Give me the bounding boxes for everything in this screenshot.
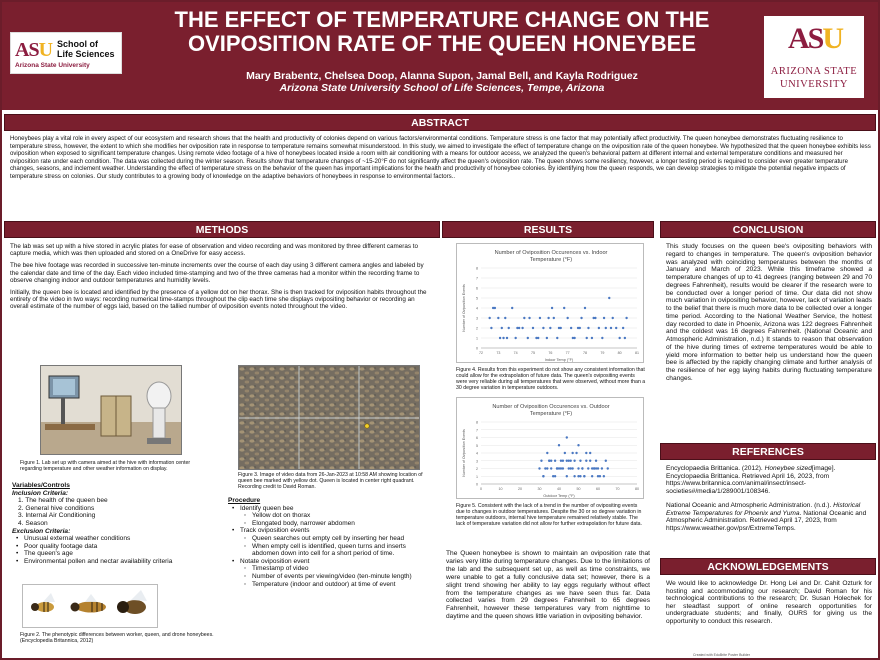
- x-tick-label: 75: [531, 351, 535, 355]
- data-point: [618, 337, 620, 339]
- data-point: [499, 337, 501, 339]
- asu-wordmark: ASU: [15, 39, 53, 61]
- x-tick-label: 60: [596, 487, 600, 491]
- indoor-scatter-plot: [457, 244, 645, 364]
- inclusion-item-1: 1. The health of the queen bee: [18, 497, 108, 505]
- data-point: [586, 337, 588, 339]
- data-point: [580, 317, 582, 319]
- exclusion-item-2: • Poor quality footage data: [12, 543, 227, 551]
- exclusion-heading: Exclusion Criteria:: [12, 527, 71, 535]
- inclusion-item-4: 4. Season: [18, 519, 48, 527]
- data-point: [566, 475, 568, 477]
- data-point: [608, 297, 610, 299]
- data-point: [589, 452, 591, 454]
- x-tick-label: 72: [479, 351, 483, 355]
- title-line-1: THE EFFECT OF TEMPERATURE CHANGE ON THE: [174, 7, 710, 32]
- data-point: [612, 317, 614, 319]
- y-tick-label: 1: [476, 474, 478, 479]
- references-heading: REFERENCES: [660, 443, 876, 460]
- data-point: [508, 327, 510, 329]
- y-tick-label: 4: [476, 451, 478, 456]
- data-point: [551, 307, 553, 309]
- exclusion-item-4: • Environmental pollen and nectar availability criteria: [12, 558, 227, 566]
- data-point: [575, 452, 577, 454]
- asu-wordmark-large: ASU: [788, 22, 843, 55]
- conclusion-heading: CONCLUSION: [660, 221, 876, 238]
- data-point: [549, 327, 551, 329]
- y-tick-label: 8: [476, 266, 478, 271]
- procedure-substep: ◦ Number of events per viewing/video (ten-minute length): [228, 573, 433, 581]
- x-tick-label: 20: [518, 487, 522, 491]
- figure-1-caption: Figure 1. Lab set up with camera aimed at the hive with information center regarding temperature and other weather information on display.: [20, 460, 191, 472]
- y-tick-label: 3: [476, 459, 478, 464]
- honeycomb-illustration: [239, 366, 420, 470]
- data-point: [615, 327, 617, 329]
- inclusion-item-2: 2. General hive conditions: [18, 504, 95, 512]
- y-tick-label: 0: [476, 482, 478, 487]
- figure-3-caption: Figure 3. Image of video data from 26-Jan-2023 at 10:58 AM showing location of queen bee marked with yellow dot. Queen is located in center right quadrant. Recording credit to David Roman.: [238, 472, 423, 490]
- data-point: [587, 327, 589, 329]
- data-point: [585, 452, 587, 454]
- data-point: [547, 317, 549, 319]
- y-tick-label: 7: [476, 428, 478, 433]
- x-tick-label: 78: [583, 351, 587, 355]
- methods-heading: METHODS: [4, 221, 440, 238]
- data-point: [568, 460, 570, 462]
- data-point: [579, 475, 581, 477]
- data-point: [558, 327, 560, 329]
- data-point: [546, 452, 548, 454]
- honeybee-phenotypes-image: [22, 584, 158, 628]
- data-point: [591, 475, 593, 477]
- data-point: [539, 317, 541, 319]
- school-of-life-sciences-logo: [10, 32, 122, 74]
- procedure-heading: Procedure: [228, 497, 261, 504]
- data-point: [598, 327, 600, 329]
- methods-paragraph-2: The bee hive footage was recorded in successive ten-minute increments over the course of each day using 3 different camera angles and labeled by the calendar date and time of the day. Each video included time-stamping and two of the three cameras had a monitor within the recording frame to observe changing indoor and outdoor temperatures and humidity levels.: [10, 262, 424, 284]
- y-tick-label: 4: [476, 306, 478, 311]
- procedure-step-2: • Track oviposition events: [228, 527, 433, 535]
- variables-heading: Variables/Controls: [12, 482, 70, 489]
- data-point: [548, 460, 550, 462]
- title-line-2: OVIPOSITION RATE OF THE QUEEN HONEYBEE: [187, 31, 697, 56]
- data-point: [532, 327, 534, 329]
- figure-4-caption: Figure 4. Results from this experiment do not show any consistent information that could allow for the extrapolation of future data. The queen's ovipositing events were very reliable during all temperatures that were observed, without more than a 30 degree variation in temperature outdoors.: [456, 367, 646, 391]
- x-tick-label: 80: [635, 487, 639, 491]
- exclusion-item-1: • Unusual external weather conditions: [12, 535, 227, 543]
- x-tick-label: 73: [496, 351, 501, 355]
- y-tick-label: 5: [476, 443, 478, 448]
- data-point: [570, 327, 572, 329]
- procedure-step-1: • Identify queen bee: [228, 505, 433, 513]
- x-tick-label: 81: [635, 351, 639, 355]
- y-tick-label: 3: [476, 316, 478, 321]
- data-point: [584, 307, 586, 309]
- conclusion-text: This study focuses on the queen bee's ovipositing behaviors with regard to changes in temperature. The queen's oviposition behavior was analyzed with coinciding temperatures between the months of January and March of 2023. While this timeframe showed a temperature changes of up to 41 degrees (ranging between 29 and 70 degrees Fahrenheit), results would be clearer if the research were to be conducted over a longer period of time. Our data did not show much variation in ovipositing behavior, however, lack of variation leads to the belief that there is much more data to be collected over a longer time period. According to the National Weather Service, the hottest day recorded to date in Phoenix, Arizona was 122 degrees Fahrenheit and the coldest was 16 degrees Fahrenheit. (National Oceanic and Atmospheric Administration, n.d.) It stands to reason that observation of the hive during times of extreme temperatures would be able to yield more information to better help us understand how the queen bee is affected by the rapidly changing climate and further analysis of the resilience of her egg laying habits during fluctuating temperature changes.: [666, 243, 872, 382]
- procedure-substep: ◦ Elongated body, narrower abdomen: [228, 520, 433, 528]
- y-tick-label: 6: [476, 286, 478, 291]
- references-list: [666, 465, 872, 538]
- data-point: [537, 337, 539, 339]
- data-point: [622, 327, 624, 329]
- chart-title: Temperature (°F): [529, 411, 573, 417]
- y-tick-label: 2: [476, 467, 478, 471]
- methods-paragraph-1: The lab was set up with a hive stored in acrylic plates for ease of observation and video recording and was monitored by three different cameras to capture media, which was then uploaded and stored on a OneDrive for easy access.: [10, 243, 419, 258]
- data-point: [624, 337, 626, 339]
- reference-1-title: Honeybee sized: [764, 465, 812, 472]
- data-point: [583, 475, 585, 477]
- data-point: [601, 467, 603, 469]
- data-point: [592, 317, 594, 319]
- x-tick-label: 77: [565, 351, 570, 355]
- abstract-text: Honeybees play a vital role in every aspect of our ecosystem and research shows that the health and productivity of colonies depend on various factors/environmental conditions. Temperature stress is one factor that may potentially affect productivity. The queen honeybee demonstrates fluctuating resilience to temperature stress, however, the extent to which she modifies her oviposition rate in response to temperature remains somewhat misunderstood. In this study, we aimed to investigate the effect of temperature change on the oviposition rate of the queen honeybee. We hypothesized that the queen honeybee exhibits less oviposition when exposed to significant temperature changes. Using remote video footage of a hive of honeybees located inside a room with air conditioning with a means for outdoor access, we analyzed the queen's behavioral pattern at different internal and external temperature conditions and measured her oviposition rate under each condition. The data was collected during the winter season. Results show that temperature changes of ~15-20°F do not significantly affect the queen's oviposition rate. The queen shows some resiliency, however, a longer testing period is required to consider even greater temperature changes, seasons, and inclement weather. Understanding the effect of temperature stress on the behavior of the queen has important implications for the health and productivity of honeybee colonies. By identifying how the queen responds, we can develop strategies to mitigate the potential negative impacts of temperature stress on colonies. Our study contributes to a growing body of knowledge on the adaptive behaviors of honeybees in response to environmental factors..: [10, 135, 871, 180]
- data-point: [601, 337, 603, 339]
- data-point: [546, 337, 548, 339]
- procedure-section: [228, 497, 433, 588]
- x-tick-label: 80: [617, 351, 622, 355]
- data-point: [585, 460, 587, 462]
- reference-1-authors: Encyclopaedia Brittanica. (2012).: [666, 465, 765, 472]
- bee-castes-illustration: [23, 585, 158, 628]
- x-axis-label: Indoor Temp (°F): [544, 358, 574, 362]
- data-point: [571, 452, 573, 454]
- school-line2: Life Sciences: [57, 49, 115, 59]
- inclusion-item-3: 3. Internal Air Conditioning: [18, 512, 96, 520]
- lab-setup-photo: [40, 365, 182, 455]
- data-point: [554, 460, 556, 462]
- chart-title: Number of Oviposition Occurences vs. Indoor: [494, 250, 608, 256]
- data-point: [591, 337, 593, 339]
- data-point: [558, 444, 560, 446]
- data-point: [566, 317, 568, 319]
- data-point: [587, 467, 589, 469]
- data-point: [553, 317, 555, 319]
- data-point: [562, 460, 564, 462]
- data-point: [564, 452, 566, 454]
- y-axis-label: Number of Oviposition Events: [462, 429, 466, 477]
- outdoor-temp-chart: [456, 397, 644, 499]
- logo-right-line2: UNIVERSITY: [780, 79, 848, 90]
- data-point: [563, 307, 565, 309]
- poster-title: [132, 8, 752, 56]
- y-tick-label: 6: [476, 436, 478, 440]
- data-point: [573, 475, 575, 477]
- poster-header: [2, 2, 878, 110]
- y-tick-label: 0: [476, 346, 478, 351]
- procedure-substep: ◦ Temperature (indoor and outdoor) at time of event: [228, 581, 433, 589]
- data-point: [538, 467, 540, 469]
- data-point: [573, 460, 575, 462]
- data-point: [521, 327, 523, 329]
- logo-university: Arizona State University: [15, 62, 90, 69]
- authors: Mary Brabentz, Chelsea Doop, Alanna Supon, Jamal Bell, and Kayla Rodriguez: [246, 70, 638, 82]
- data-point: [497, 317, 499, 319]
- procedure-substep: ◦ Timestamp of video: [228, 565, 433, 573]
- data-point: [597, 475, 599, 477]
- procedure-substep: ◦ Queen searches out empty cell by inserting her head: [228, 535, 433, 543]
- data-point: [581, 467, 583, 469]
- data-point: [577, 467, 579, 469]
- reference-2: [666, 502, 872, 533]
- figure-2-caption: Figure 2. The phenotypic differences between worker, queen, and drone honeybees. (Encyclopedia Britannica, 2012): [20, 632, 214, 644]
- x-tick-label: 40: [557, 487, 561, 491]
- x-axis-label: Outdoor Temp (°F): [543, 494, 575, 498]
- results-heading: RESULTS: [442, 221, 654, 238]
- procedure-substep: ◦ When empty cell is identified, queen turns and inserts abdomen down into cell for a short period of time.: [228, 543, 433, 558]
- data-point: [605, 460, 607, 462]
- data-point: [490, 327, 492, 329]
- data-point: [566, 436, 568, 438]
- data-point: [550, 467, 552, 469]
- variables-controls: [12, 482, 227, 566]
- data-point: [540, 460, 542, 462]
- x-tick-label: 30: [537, 487, 542, 491]
- data-point: [546, 467, 548, 469]
- reference-2-authors: National Oceanic and Atmospheric Administration. (n.d.).: [666, 501, 834, 509]
- data-point: [577, 444, 579, 446]
- exclusion-item-3: • The queen's age: [12, 550, 227, 558]
- data-point: [579, 460, 581, 462]
- y-axis-label: Number of Oviposition Events: [462, 284, 466, 332]
- data-point: [501, 327, 503, 329]
- data-point: [554, 475, 556, 477]
- procedure-substep: ◦ Yellow dot on thorax: [228, 512, 433, 520]
- data-point: [506, 337, 508, 339]
- data-point: [492, 307, 494, 309]
- data-point: [607, 467, 609, 469]
- indoor-temp-chart: [456, 243, 644, 363]
- results-text: The Queen honeybee is shown to maintain an oviposition rate that varies very little during temperature changes. Due to the limitations of the lab and the subsequent set up, as well as time constraints, we were unable to get a fully conclusive data set; however, there is a slight trend showing her ability to lay eggs regularly without effect from the temperature changes as we have seen thus far. Data collected varies from 29 degrees Fahrenheit to 65 degrees Fahrenheit, however these temperatures vary from nighttime to daytime and the queen shows little variation in ovipositing behavior.: [446, 550, 650, 621]
- reference-2-title: Historical Extreme Temperatures for Phoenix and Yuma: [666, 501, 861, 517]
- y-tick-label: 5: [476, 296, 478, 301]
- methods-text: [10, 243, 434, 316]
- school-line1: School of: [57, 39, 98, 49]
- x-tick-label: 76: [548, 351, 553, 355]
- abstract-heading: ABSTRACT: [4, 114, 876, 131]
- outdoor-scatter-plot: [457, 398, 645, 500]
- data-point: [589, 460, 591, 462]
- y-tick-label: 1: [476, 336, 478, 341]
- chart-title: Temperature (°F): [529, 257, 573, 263]
- figure-5-caption: Figure 5. Consistent with the lack of a trend in the number of ovipositing events due to changes in outdoor temperatures. Despite the 30 or so degree variation in temperature outdoors, internal hive temperature remained relatively stable. The lack of temperature variation did not allow for further extrapolation for future data.: [456, 503, 642, 527]
- procedure-step-3: • Notate oviposition event: [228, 558, 433, 566]
- y-tick-label: 2: [476, 326, 478, 331]
- asu-university-logo: [764, 16, 864, 98]
- hive-frame-photo: [238, 365, 420, 470]
- data-point: [579, 327, 581, 329]
- data-point: [603, 475, 605, 477]
- data-point: [610, 327, 612, 329]
- chart-title: Number of Oviposition Occurences vs. Outdoor: [492, 404, 610, 410]
- data-point: [625, 317, 627, 319]
- data-point: [528, 317, 530, 319]
- y-tick-label: 8: [476, 420, 478, 425]
- data-point: [523, 317, 525, 319]
- x-tick-label: 70: [615, 487, 620, 491]
- data-point: [570, 467, 572, 469]
- affiliation: Arizona State University School of Life Sciences, Tempe, Arizona: [279, 82, 605, 94]
- y-tick-label: 7: [476, 276, 478, 281]
- reference-2-source: . National Oceanic and Atmospheric Administration. Retrieved April 17, 2023, from https://www.weather.gov/psr/ExtremeTemps.: [666, 509, 867, 532]
- x-tick-label: 74: [513, 351, 518, 355]
- x-tick-label: 50: [576, 487, 581, 491]
- acknowledgements-heading: ACKNOWLEDGEMENTS: [660, 558, 876, 575]
- data-point: [527, 337, 529, 339]
- data-point: [603, 317, 605, 319]
- data-point: [560, 467, 562, 469]
- data-point: [556, 467, 558, 469]
- reference-1: [666, 465, 872, 496]
- data-point: [572, 337, 574, 339]
- data-point: [591, 467, 593, 469]
- acknowledgements-text: We would like to acknowledge Dr. Hong Lei and Dr. Cahit Ozturk for hosting and accommodating our research; David Roman for his technological contributions to the research; Dr. Susan Holechek for her steadfast support of online research opportunities for undergraduate students; and finally, OURS for giving us the opportunity to conduct this research.: [666, 580, 872, 625]
- x-tick-label: 0: [480, 487, 482, 491]
- data-point: [516, 327, 518, 329]
- data-point: [511, 307, 513, 309]
- data-point: [605, 327, 607, 329]
- data-point: [502, 337, 504, 339]
- lab-setup-illustration: [41, 366, 182, 455]
- data-point: [542, 475, 544, 477]
- logo-right-line1: ARIZONA STATE: [770, 66, 858, 77]
- reference-1-source: [image]. Encyclopaedia Brittanica. Retrieved April 16, 2023, from https://www.britannica.com/animal/insect/insect-societies#/media/1/289001/108346.: [666, 465, 836, 496]
- methods-paragraph-3: Initially, the queen bee is located and identified by the presence of a yellow dot on her thorax. She is then tracked for oviposition habits throughout the entirety of the video in two ways: recording numerical time-stamps throughout the clip each time she displays ovipositing behavior or recording an overall estimate of the number of eggs laid, based on the tallied number of oviposition events noted throughout the video.: [10, 289, 427, 311]
- data-point: [514, 337, 516, 339]
- data-point: [595, 467, 597, 469]
- inclusion-heading: Inclusion Criteria:: [12, 489, 69, 497]
- x-tick-label: 10: [498, 487, 503, 491]
- data-point: [542, 327, 544, 329]
- x-tick-label: 79: [600, 351, 605, 355]
- data-point: [595, 460, 597, 462]
- footer-credit: Created with EduBrite Poster Builder: [693, 653, 750, 657]
- data-point: [488, 317, 490, 319]
- data-point: [504, 317, 506, 319]
- data-point: [556, 337, 558, 339]
